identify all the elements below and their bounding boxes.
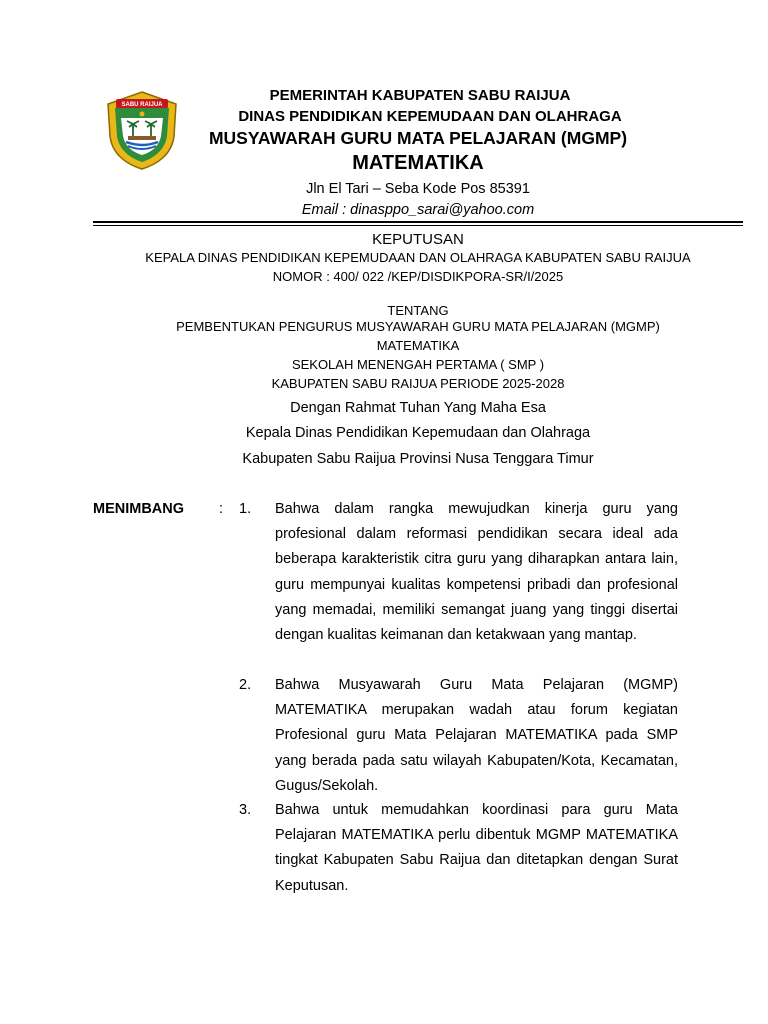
decree-number: NOMOR : 400/ 022 /KEP/DISDIKPORA-SR/I/2025 <box>272 269 564 284</box>
considering-item-text: Bahwa untuk memudahkan koordinasi para guru Mata Pelajaran MATEMATIKA perlu dibentuk MGMP MATEMATIKA tingkat Kabupaten Sabu Raijua dan ditetapkan dengan Surat Keputusan. <box>275 802 678 894</box>
decree-opening-line1: Dengan Rahmat Tuhan Yang Maha Esa <box>290 400 546 416</box>
letterhead-forum: MUSYAWARAH GURU MATA PELAJARAN (MGMP) <box>208 128 628 148</box>
considering-item-number: 1. <box>239 501 252 517</box>
letterhead-department: DINAS PENDIDIKAN KEPEMUDAAN DAN OLAHRAGA <box>238 108 622 125</box>
considering-heading: MENIMBANG <box>93 501 185 517</box>
considering-colon: : <box>219 501 224 517</box>
logo-ribbon-text: SABU RAIJUA <box>121 102 163 108</box>
letterhead-email: Email : dinasppo_sarai@yahoo.com <box>301 202 535 218</box>
considering-item-text: Bahwa Musyawarah Guru Mata Pelajaran (MGMP) MATEMATIKA merupakan wadah atau forum kegiatan Profesional guru Mata Pelajaran MATEMATIKA pada SMP yang berada pada satu wilayah Kabupaten/Kota, Kecamatan, Gugus/Sekolah. <box>275 677 678 794</box>
letterhead-divider-thick <box>93 221 743 223</box>
considering-item-number: 2. <box>239 677 252 693</box>
decree-title: KEPUTUSAN <box>372 231 464 248</box>
considering-item-text: Bahwa dalam rangka mewujudkan kinerja guru yang profesional dalam reformasi pendidikan secara ideal ada beberapa karakteristik citra guru yang diharapkan antara lain, guru mempunyai kualitas kompetensi pribadi dan profesional yang memadai, memiliki semangat juang yang tinggi disertai dengan kualitas keimanan dan ketakwaan yang mantap. <box>275 501 678 644</box>
decree-opening-line3: Kabupaten Sabu Raijua Provinsi Nusa Tenggara Timur <box>242 451 594 467</box>
letterhead-subject: MATEMATIKA <box>352 152 484 174</box>
decree-issuer: KEPALA DINAS PENDIDIKAN KEPEMUDAAN DAN OLAHRAGA KABUPATEN SABU RAIJUA <box>145 250 691 265</box>
letterhead-divider-thin <box>93 225 743 226</box>
decree-subject-line1: PEMBENTUKAN PENGURUS MUSYAWARAH GURU MATA PELAJARAN (MGMP) <box>176 319 660 334</box>
decree-subject-line2: MATEMATIKA <box>376 338 460 353</box>
decree-subject-line4: KABUPATEN SABU RAIJUA PERIODE 2025-2028 <box>271 376 565 391</box>
letterhead-government: PEMERINTAH KABUPATEN SABU RAIJUA <box>269 87 571 104</box>
letterhead-address: Jln El Tari – Seba Kode Pos 85391 <box>306 181 530 197</box>
considering-item-number: 3. <box>239 802 252 818</box>
decree-opening-line2: Kepala Dinas Pendidikan Kepemudaan dan Olahraga <box>245 425 591 441</box>
decree-about: TENTANG <box>387 303 449 318</box>
decree-subject-line3: SEKOLAH MENENGAH PERTAMA ( SMP ) <box>291 357 545 372</box>
